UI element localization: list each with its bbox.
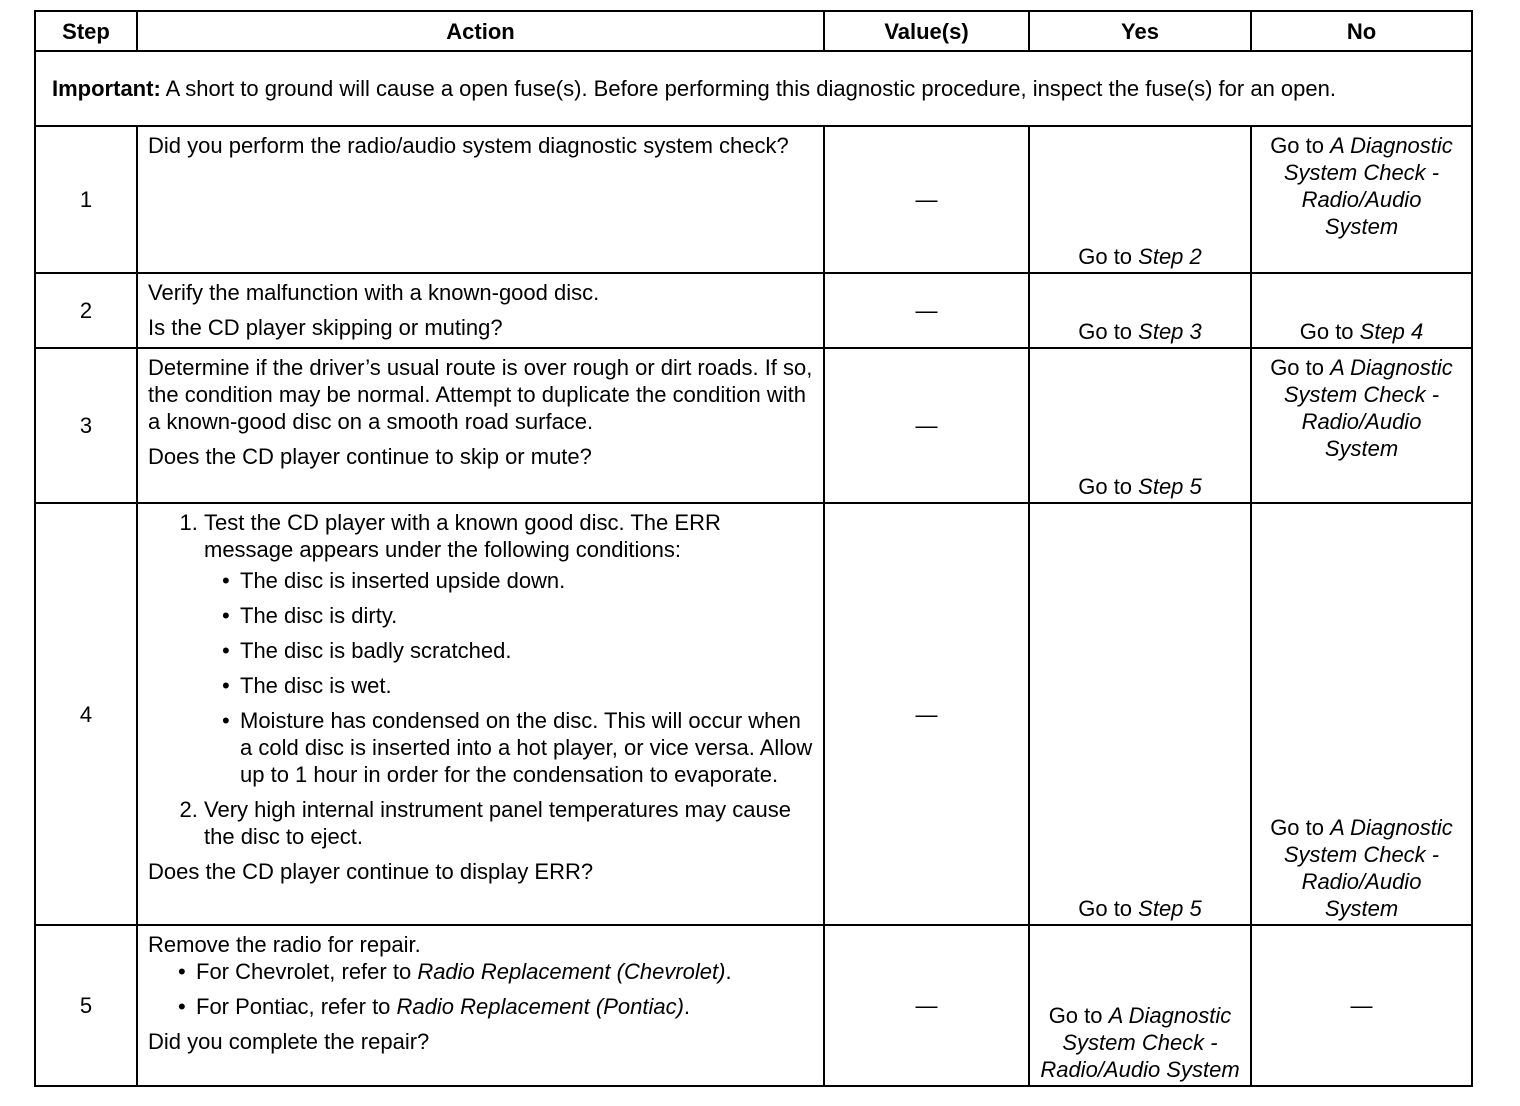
- goto-text: Go to: [1078, 319, 1139, 344]
- action-question: Is the CD player skipping or muting?: [148, 315, 503, 340]
- bullet-item: [196, 958, 813, 985]
- list-item-text: Test the CD player with a known good disc. The ERR message appears under the following conditions:: [204, 510, 721, 562]
- header-values: Value(s): [824, 11, 1029, 51]
- values-cell: —: [824, 348, 1029, 503]
- goto-text: Go to: [1078, 474, 1139, 499]
- goto-text: Go to: [1048, 1003, 1109, 1028]
- bullet-list: [204, 567, 813, 788]
- yes-link[interactable]: A Diagnostic System Check - Radio/Audio System: [1040, 1003, 1240, 1082]
- bullet-suffix: .: [683, 994, 691, 1019]
- numbered-list: [148, 509, 813, 850]
- bullet-text: For Pontiac, refer to: [196, 994, 397, 1019]
- values-cell: —: [824, 126, 1029, 273]
- table-row: [35, 273, 1472, 348]
- goto-text: Go to: [1270, 815, 1331, 840]
- header-yes: Yes: [1029, 11, 1251, 51]
- header-step: Step: [35, 11, 137, 51]
- step-number: 3: [35, 348, 137, 503]
- header-row: [35, 11, 1472, 51]
- yes-link[interactable]: Step 5: [1138, 896, 1202, 921]
- action-text: Verify the malfunction with a known-good disc.: [148, 280, 600, 305]
- action-text: Did you perform the radio/audio system diagnostic system check?: [148, 133, 789, 158]
- bullet-item: • The disc is badly scratched.: [240, 637, 813, 664]
- values-cell: —: [824, 273, 1029, 348]
- bullet-list: [148, 958, 813, 1020]
- yes-cell: [1029, 503, 1251, 925]
- yes-cell: [1029, 348, 1251, 503]
- yes-link[interactable]: Step 5: [1138, 474, 1202, 499]
- step-number: 2: [35, 273, 137, 348]
- action-text: Determine if the driver’s usual route is over rough or dirt roads. If so, the condition may be normal. Attempt to duplicate the condition with a known-good disc on a smooth road surface.: [148, 355, 813, 434]
- no-link[interactable]: A Diagnostic System Check - Radio/Audio System: [1283, 355, 1453, 461]
- action-cell: [137, 503, 824, 925]
- no-cell: —: [1251, 925, 1472, 1086]
- important-row: [35, 51, 1472, 126]
- bullet-item: • The disc is wet.: [240, 672, 813, 699]
- no-cell: [1251, 503, 1472, 925]
- goto-text: Go to: [1270, 355, 1331, 380]
- goto-text: Go to: [1270, 133, 1331, 158]
- no-link[interactable]: A Diagnostic System Check - Radio/Audio System: [1283, 133, 1453, 239]
- bullet-suffix: .: [725, 959, 732, 984]
- no-link[interactable]: A Diagnostic System Check - Radio/Audio System: [1283, 815, 1453, 921]
- goto-text: Go to: [1299, 319, 1360, 344]
- radio-replacement-pontiac-link[interactable]: Radio Replacement (Pontiac): [396, 994, 684, 1019]
- table-row: [35, 503, 1472, 925]
- values-cell: —: [824, 503, 1029, 925]
- action-cell: [137, 273, 824, 348]
- bullet-item: • The disc is inserted upside down.: [240, 567, 813, 594]
- action-question: Did you complete the repair?: [148, 1029, 430, 1054]
- header-action: Action: [137, 11, 824, 51]
- action-question: Does the CD player continue to display ERR?: [148, 859, 594, 884]
- step-number: 4: [35, 503, 137, 925]
- list-item: 2. Very high internal instrument panel temperatures may cause the disc to eject.: [204, 796, 813, 850]
- no-cell: [1251, 348, 1472, 503]
- important-text: A short to ground will cause a open fuse(s). Before performing this diagnostic procedure, inspect the fuse(s) for an open.: [160, 76, 1336, 101]
- no-cell: [1251, 126, 1472, 273]
- goto-text: Go to: [1078, 244, 1139, 269]
- action-cell: [137, 126, 824, 273]
- no-link[interactable]: Step 4: [1359, 319, 1424, 344]
- bullet-item: • The disc is dirty.: [240, 602, 813, 629]
- list-item: [204, 509, 813, 788]
- yes-cell: [1029, 126, 1251, 273]
- action-cell: [137, 925, 824, 1086]
- table-row: [35, 925, 1472, 1086]
- yes-link[interactable]: Step 3: [1138, 319, 1202, 344]
- table-row: [35, 126, 1472, 273]
- step-number: 1: [35, 126, 137, 273]
- yes-cell: [1029, 273, 1251, 348]
- header-no: No: [1251, 11, 1472, 51]
- bullet-item: • Moisture has condensed on the disc. This will occur when a cold disc is inserted into a hot player, or vice versa. Allow up to 1 hour in order for the condensation to evaporate.: [240, 707, 813, 788]
- no-cell: [1251, 273, 1472, 348]
- action-question: Does the CD player continue to skip or mute?: [148, 444, 592, 469]
- diagnostic-table: [34, 10, 1473, 1087]
- important-label: Important:: [52, 76, 161, 101]
- values-cell: —: [824, 925, 1029, 1086]
- yes-link[interactable]: Step 2: [1138, 244, 1202, 269]
- table-row: [35, 348, 1472, 503]
- important-note: [35, 51, 1472, 126]
- action-text: Remove the radio for repair.: [148, 932, 421, 957]
- radio-replacement-chevrolet-link[interactable]: Radio Replacement (Chevrolet): [417, 959, 726, 984]
- goto-text: Go to: [1078, 896, 1139, 921]
- step-number: 5: [35, 925, 137, 1086]
- bullet-text: For Chevrolet, refer to: [196, 959, 418, 984]
- bullet-item: [196, 993, 813, 1020]
- action-cell: [137, 348, 824, 503]
- yes-cell: [1029, 925, 1251, 1086]
